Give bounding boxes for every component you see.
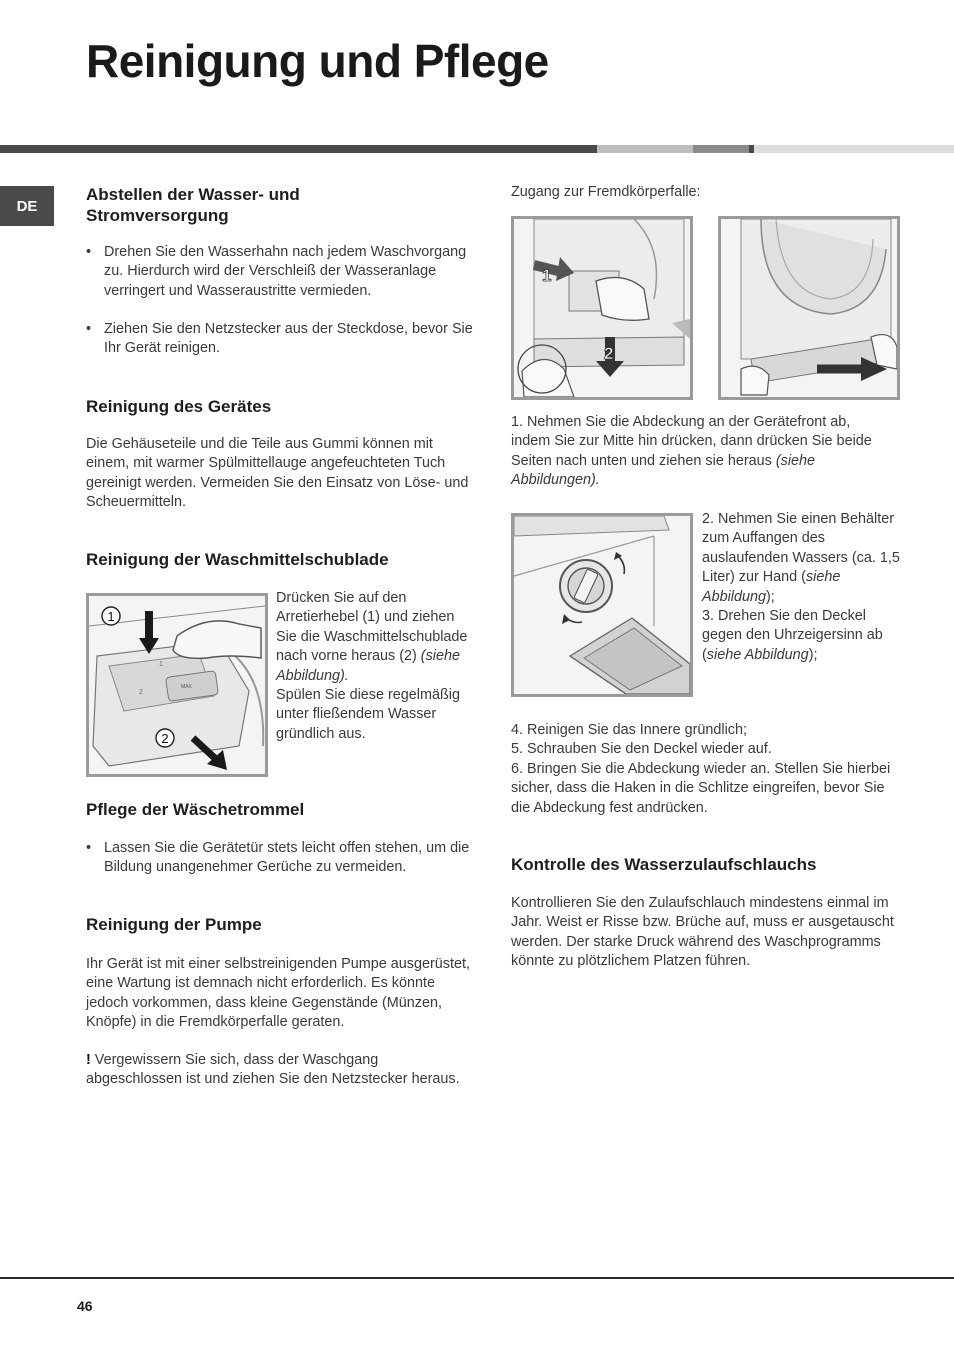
text-detergent-drawer-b: Spülen Sie diese regelmäßig unter fließendem Wasser gründlich aus. [276, 687, 460, 742]
header-band-light [597, 145, 693, 153]
text-step-2-a: 2. Nehmen Sie einen Behälter zum Auffangen des auslaufenden Wassers (ca. 1,5 Liter) zur Hand ( [702, 511, 900, 586]
bullet-power-plug [86, 320, 476, 359]
text-step-3-a: 3. Drehen Sie den Deckel gegen den Uhrzeigersinn ab ( [702, 608, 883, 663]
page-number: 46 [77, 1298, 93, 1314]
heading-drum-care: Pflege der Wäschetrommel [86, 800, 305, 819]
text-step-5: 5. Schrauben Sie den Deckel wieder auf. [511, 741, 772, 758]
figure-drawer-mark-2: 2 [139, 689, 143, 696]
figure-detergent-drawer [86, 593, 268, 777]
cover-remove-illustration-2 [721, 219, 897, 397]
text-detergent-drawer-a-main: Drücken Sie auf den Arretierhebel (1) und ziehen Sie die Waschmittelschublade nach vorne heraus (2) [276, 590, 468, 665]
text-steps-4-6 [511, 721, 903, 818]
cover-remove-illustration-1 [514, 219, 690, 397]
page-title: Reinigung und Pflege [86, 35, 549, 87]
heading-detergent-drawer: Reinigung der Waschmittelschublade [86, 550, 389, 569]
pump-cap-illustration [514, 516, 690, 694]
figure-cover-label-2: 2 [604, 344, 614, 363]
bullet-door-open [86, 839, 479, 878]
text-access-label: Zugang zur Fremdkörperfalle: [511, 184, 701, 200]
text-pump-warning [86, 1051, 476, 1090]
figure-cover-label-1: 1 [542, 266, 552, 285]
text-inlet-hose: Kontrollieren Sie den Zulaufschlauch mindestens einmal im Jahr. Weist er Risse bzw. Brüche auf, muss er ausgetauscht werden. Der starke Druck während des Waschprogramms könnte zu plötzlichem Platzen führen. [511, 895, 894, 970]
bullet-water-tap-text: Drehen Sie den Wasserhahn nach jedem Waschvorgang zu. Hierdurch wird der Verschleiß der Wasseranlage verringert und Wasseraustritte vermieden. [104, 244, 467, 299]
heading-inlet-hose: Kontrolle des Wasserzulaufschlauchs [511, 855, 817, 874]
text-step-3 [702, 607, 902, 665]
text-step-2-italic: siehe Abbildung [702, 569, 841, 605]
text-steps-2-3 [702, 510, 902, 665]
bullet-door-open-text: Lassen Sie die Gerätetür stets leicht offen stehen, um die Bildung unangenehmer Gerüche zu vermeiden. [104, 840, 470, 876]
header-band-dark [0, 145, 597, 153]
text-step-6: 6. Bringen Sie die Abdeckung wieder an. Stellen Sie hierbei sicher, dass die Haken in die Schlitze eingreifen, bevor Sie die Abdeckung fest andrücken. [511, 760, 891, 816]
warning-text: Vergewissern Sie sich, dass der Waschgang abgeschlossen ist und ziehen Sie den Netzstecker heraus. [86, 1052, 460, 1088]
figure-drawer-mark-1: 1 [159, 661, 163, 668]
text-step-2 [702, 510, 902, 607]
text-step-3-italic: siehe Abbildung [706, 646, 809, 663]
header-band-mid [693, 145, 749, 153]
heading-pump-cleaning: Reinigung der Pumpe [86, 915, 262, 934]
language-tab: DE [0, 186, 54, 226]
bullet-water-tap [86, 243, 476, 301]
figure-drawer-mark-max: MAX [181, 684, 192, 690]
heading-water-power: Abstellen der Wasser- und Stromversorgung [86, 185, 300, 225]
footer-divider [0, 1277, 954, 1279]
text-step-2-b: ); [766, 588, 775, 605]
text-step-1-main: 1. Nehmen Sie die Abdeckung an der Gerätefront ab, indem Sie zur Mitte hin drücken, dann drücken Sie beide Seiten nach unten und ziehen sie heraus [511, 414, 872, 469]
text-step-1-italic: (siehe Abbildungen). [511, 452, 816, 489]
figure-drawer-label-2: 2 [161, 731, 169, 746]
figure-pump-cap [511, 513, 693, 697]
text-step-4: 4. Reinigen Sie das Innere gründlich; [511, 722, 747, 738]
text-step-3-b: ); [808, 646, 818, 663]
text-detergent-drawer-a [276, 589, 476, 686]
text-detergent-drawer-a-italic: (siehe Abbildung). [276, 648, 460, 684]
warning-mark: ! [86, 1052, 91, 1068]
text-step-1 [511, 413, 891, 491]
bullet-power-plug-text: Ziehen Sie den Netzstecker aus der Steckdose, bevor Sie Ihr Gerät reinigen. [104, 321, 473, 357]
text-pump-cleaning: Ihr Gerät ist mit einer selbstreinigenden Pumpe ausgerüstet, eine Wartung ist demnach nicht erforderlich. Es könnte jedoch vorkommen, dass kleine Gegenstände (Münzen, Knöpfe) in die Fremdkörperfalle geraten. [86, 956, 470, 1031]
detergent-drawer-illustration [89, 596, 265, 774]
figure-cover-remove-2 [718, 216, 900, 400]
figure-drawer-label-1: 1 [107, 609, 115, 624]
heading-device-cleaning: Reinigung des Gerätes [86, 397, 272, 416]
header-band-lighter [754, 145, 954, 153]
figure-cover-remove-1 [511, 216, 693, 400]
text-detergent-drawer [276, 589, 476, 744]
text-device-cleaning: Die Gehäuseteile und die Teile aus Gummi können mit einem, mit warmer Spülmittellauge angefeuchteten Tuch gereinigt werden. Vermeiden Sie den Einsatz von Löse- und Scheuermitteln. [86, 436, 469, 511]
